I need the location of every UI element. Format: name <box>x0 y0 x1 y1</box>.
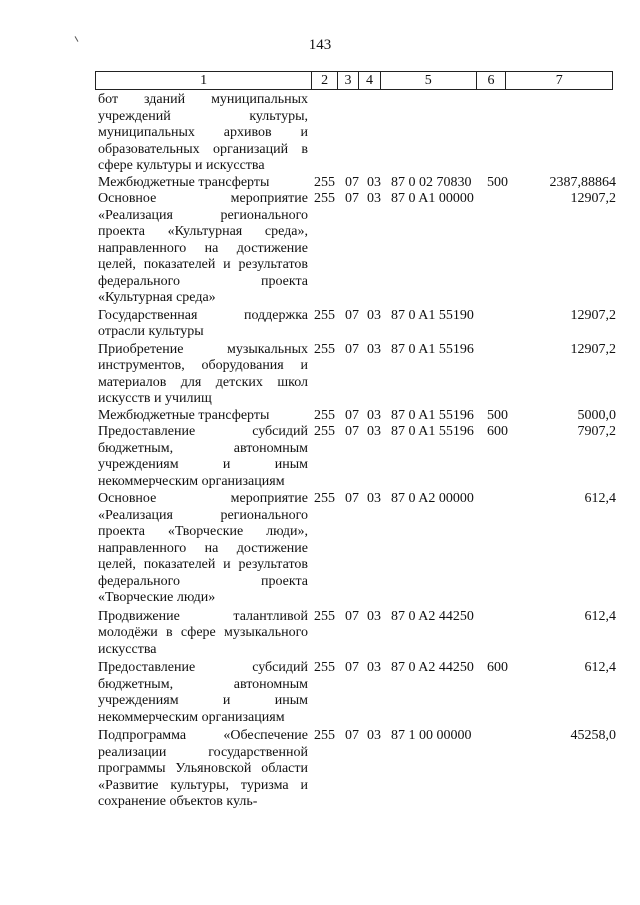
table-row <box>0 175 640 192</box>
row-col-6: 500 <box>487 174 508 190</box>
row-description: Основное мероприятие «Реализация регионального проекта «Культурная среда», направленного на достижение целей, показателей и результатов федерального проекта «Культурная среда» <box>98 191 308 305</box>
row-col-3: 07 <box>345 341 359 357</box>
row-description: Продвижение талантливой молодёжи в сфере музыкального искусства <box>98 608 308 657</box>
row-description: Межбюджетные трансферты <box>98 407 270 423</box>
row-col-5: 87 0 A1 00000 <box>391 191 474 206</box>
row-col-3: 07 <box>345 424 359 439</box>
table-row <box>0 424 640 490</box>
row-col-7: 5000,0 <box>577 407 616 423</box>
row-col-2: 255 <box>314 424 335 439</box>
row-col-5: 87 1 00 00000 <box>391 728 472 743</box>
table-row <box>0 491 640 607</box>
row-col-4: 03 <box>367 174 381 190</box>
row-col-2: 255 <box>314 491 335 506</box>
page-number: 143 <box>308 37 332 53</box>
row-col-7: 12907,2 <box>570 307 616 323</box>
row-col-7: 7907,2 <box>577 424 616 439</box>
table-row <box>0 342 640 408</box>
row-col-2: 255 <box>314 728 335 743</box>
row-col-4: 03 <box>367 491 381 506</box>
header-col-6: 6 <box>476 72 506 89</box>
row-col-7: 612,4 <box>584 608 616 624</box>
row-col-3: 07 <box>345 608 359 624</box>
row-col-4: 03 <box>367 608 381 624</box>
row-description: Межбюджетные трансферты <box>98 174 270 190</box>
row-col-6: 500 <box>487 407 508 423</box>
row-col-2: 255 <box>314 660 335 675</box>
table-header <box>95 71 613 90</box>
row-description: Государственная поддержка отрасли культуры <box>98 307 308 339</box>
table-row <box>0 191 640 307</box>
row-col-3: 07 <box>345 491 359 506</box>
row-col-7: 2387,88864 <box>549 174 616 190</box>
row-col-6: 600 <box>487 660 508 675</box>
row-col-3: 07 <box>345 660 359 675</box>
row-col-2: 255 <box>314 341 335 357</box>
header-col-5: 5 <box>380 72 476 89</box>
row-col-5: 87 0 A1 55196 <box>391 407 474 423</box>
table-row <box>0 609 640 659</box>
header-col-4: 4 <box>358 72 380 89</box>
row-description: Предоставление субсидий бюджетным, автономным учреждениям и иным некоммерческим организациям <box>98 424 308 489</box>
row-col-7: 612,4 <box>584 660 616 675</box>
header-col-7: 7 <box>505 72 612 89</box>
row-col-4: 03 <box>367 191 381 206</box>
row-col-4: 03 <box>367 660 381 675</box>
table-row <box>0 660 640 726</box>
row-col-7: 12907,2 <box>570 191 616 206</box>
row-col-5: 87 0 A2 00000 <box>391 491 474 506</box>
row-col-4: 03 <box>367 407 381 423</box>
row-col-7: 12907,2 <box>570 341 616 357</box>
table-row <box>0 408 640 425</box>
row-col-5: 87 0 02 70830 <box>391 174 472 190</box>
row-col-7: 612,4 <box>584 491 616 506</box>
table-row <box>0 728 640 811</box>
row-col-7: 45258,0 <box>570 728 616 743</box>
row-description: Приобретение музыкальных инструментов, оборудования и материалов для детских школ искусств и училищ <box>98 341 308 406</box>
row-col-6: 600 <box>487 424 508 439</box>
row-col-4: 03 <box>367 307 381 323</box>
header-col-1: 1 <box>200 73 208 88</box>
row-description: Подпрограмма «Обеспечение реализации государственной программы Ульяновской области «Развитие культуры, туризма и сохранение объектов куль- <box>98 728 308 809</box>
row-col-5: 87 0 A1 55196 <box>391 341 474 357</box>
row-col-4: 03 <box>367 424 381 439</box>
row-col-3: 07 <box>345 174 359 190</box>
row-col-2: 255 <box>314 608 335 624</box>
row-col-5: 87 0 A1 55196 <box>391 424 474 439</box>
row-description: Предоставление субсидий бюджетным, автономным учреждениям и иным некоммерческим организациям <box>98 660 308 725</box>
row-col-3: 07 <box>345 728 359 743</box>
row-col-2: 255 <box>314 307 335 323</box>
row-col-3: 07 <box>345 407 359 423</box>
row-col-2: 255 <box>314 174 335 190</box>
row-description: Основное мероприятие «Реализация регионального проекта «Творческие люди», направленного на достижение целей, показателей и результатов федерального проекта «Творческие люди» <box>98 491 308 605</box>
row-col-5: 87 0 A1 55190 <box>391 307 474 323</box>
header-col-3: 3 <box>337 72 358 89</box>
table-row <box>0 92 640 175</box>
row-col-3: 07 <box>345 191 359 206</box>
row-col-2: 255 <box>314 407 335 423</box>
table-row <box>0 308 640 341</box>
budget-table-body <box>0 92 640 811</box>
header-col-2: 2 <box>311 72 337 89</box>
row-description: бот зданий муниципальных учреждений культуры, муниципальных архивов и образовательных организаций в сфере культуры и искусства <box>98 92 308 173</box>
row-col-5: 87 0 A2 44250 <box>391 660 474 675</box>
row-col-4: 03 <box>367 341 381 357</box>
row-col-3: 07 <box>345 307 359 323</box>
row-col-4: 03 <box>367 728 381 743</box>
row-col-2: 255 <box>314 191 335 206</box>
row-col-5: 87 0 A2 44250 <box>391 608 474 624</box>
